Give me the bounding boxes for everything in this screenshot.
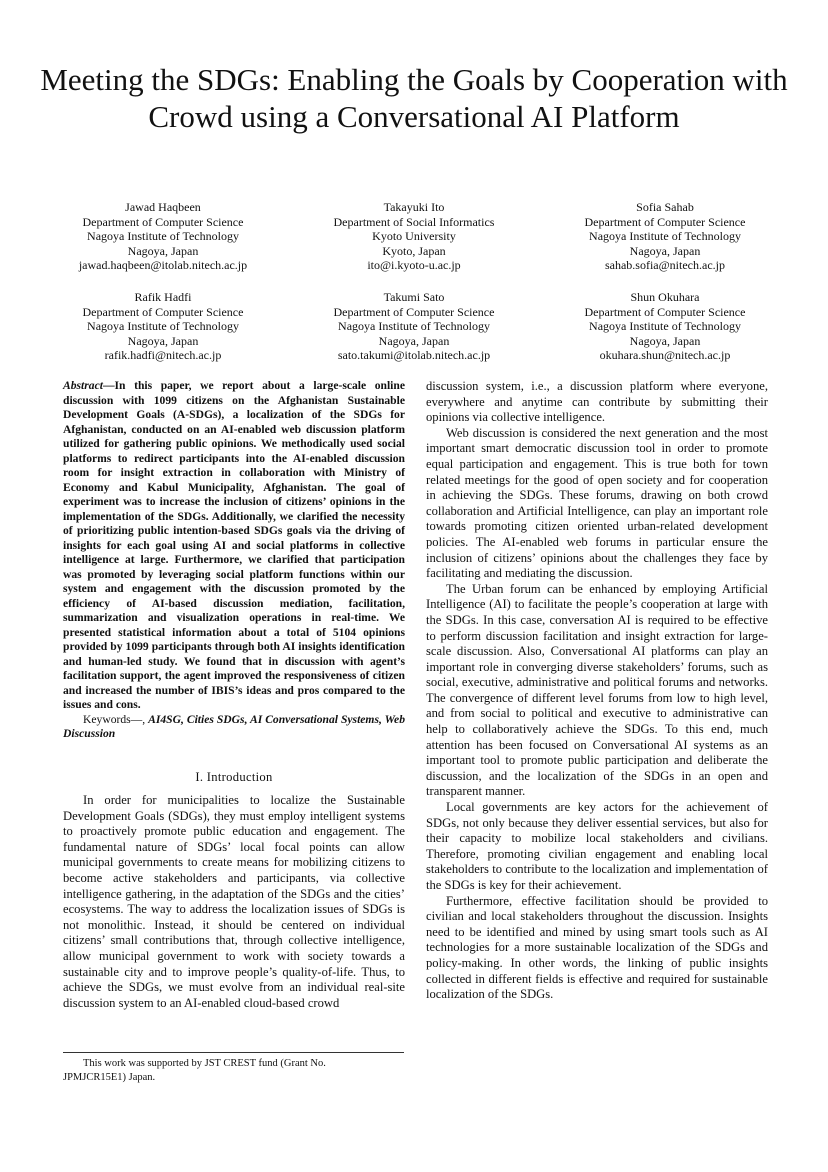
author-institution: Nagoya Institute of Technology — [87, 319, 239, 334]
author-institution: Nagoya Institute of Technology — [87, 229, 239, 244]
author-block — [43, 200, 283, 273]
author-email: okuhara.shun@nitech.ac.jp — [599, 348, 731, 363]
paper-title: Meeting the SDGs: Enabling the Goals by Cooperation with Crowd using a Conversational AI Platform — [40, 61, 788, 134]
author-institution: Nagoya Institute of Technology — [589, 229, 741, 244]
author-department: Department of Computer Science — [82, 214, 244, 229]
author-name: Takayuki Ito — [383, 200, 445, 214]
author-email: sato.takumi@itolab.nitech.ac.jp — [337, 348, 491, 363]
author-name: Takumi Sato — [383, 290, 445, 304]
keywords-lead: Keywords—, — [83, 712, 146, 726]
author-location: Nagoya, Japan — [127, 333, 199, 348]
author-name: Rafik Hadfi — [134, 290, 192, 304]
keywords — [63, 713, 405, 742]
keywords-text: AI4SG, Cities SDGs, AI Conversational Systems, Web Discussion — [63, 712, 405, 740]
author-email: sahab.sofia@nitech.ac.jp — [604, 258, 725, 273]
author-location: Nagoya, Japan — [378, 333, 450, 348]
abstract-text: —In this paper, we report about a large-scale online discussion with 1099 citizens on the Afghanistan Sustainable Development Goals (A-SDGs), a localization of the SDGs for Afghanistan, conducted on an AI-enabled web discussion platform utilized for gathering public opinions. We methodically used social platforms to redirect participants into the AI-enabled discussion room for insight extraction in collaboration with Ministry of Economy and Kabul Municipality, Afghanistan. The goal of experiment was to increase the inclusion of citizens’ opinions in the implementation of the SDGs. Additionally, we clarified the necessity of prioritizing public intention-based SDGs goals via the driving of insights for each goal using AI and social platforms in collective intelligence at large. Furthermore, we clarified that participation was promoted by leveraging social platform functions within our system and engagement with the discussion promoted by the efficiency of AI-based discussion mediation, facilitation, summarization and visualization operations in real-time. We presented statistical information about a total of 5104 opinions provided by 1099 participants through both AI insights identification and human-led study. We found that in discussion with agent’s facilitation support, the agent improved the responsiveness of citizen and increased the number of IBIS’s ideas and pros compared to the issues and cons. — [63, 379, 405, 711]
author-institution: Nagoya Institute of Technology — [338, 319, 490, 334]
author-name: Shun Okuhara — [630, 290, 700, 304]
author-institution: Kyoto University — [372, 229, 456, 244]
author-email: rafik.hadfi@nitech.ac.jp — [104, 348, 222, 363]
author-email: ito@i.kyoto-u.ac.jp — [367, 258, 461, 273]
body-paragraph: discussion system, i.e., a discussion platform where everyone, everywhere and anytime can contribute by submitting their opinions via collective intelligence. — [426, 379, 768, 425]
author-block — [294, 200, 534, 273]
author-block — [545, 290, 785, 363]
body-paragraph: Local governments are key actors for the achievement of SDGs, not only because they deliver essential services, but also for their capacity to mobilize local stakeholders and civilians. Therefore, promoting civilian engagement and enabling local stakeholders to contribute to the localization and implementation of the SDGs is key for their achievement. — [426, 800, 768, 892]
body-paragraph: Web discussion is considered the next generation and the most important smart democratic discussion tool in order to promote equal participation and engagement. This is true both for town related meetings for the good of open society and for cooperation in achieving the SDGs. These forums, drawing on both crowd collaboration and Artificial Intelligence, can play an important role towards promoting citizen oriented urban-related development policies. The AI-enabled web forums in particular ensure the inclusion of citizens’ opinions about the challenges they face by facilitating and mediating the discussion. — [426, 425, 768, 581]
author-email: jawad.haqbeen@itolab.nitech.ac.jp — [78, 258, 248, 273]
author-block — [545, 200, 785, 273]
author-name: Jawad Haqbeen — [125, 200, 201, 214]
footnote-line: This work was supported by JST CREST fund (Grant No. — [83, 1058, 326, 1069]
author-department: Department of Computer Science — [82, 304, 244, 319]
footnote-line: JPMJCR15E1) Japan. — [63, 1071, 156, 1083]
right-column — [426, 379, 768, 1003]
author-department: Department of Computer Science — [333, 304, 495, 319]
author-department: Department of Computer Science — [584, 304, 746, 319]
author-name: Sofia Sahab — [636, 200, 694, 214]
author-location: Nagoya, Japan — [127, 243, 199, 258]
author-institution: Nagoya Institute of Technology — [589, 319, 741, 334]
footnote-divider — [63, 1052, 404, 1053]
abstract — [63, 379, 405, 713]
author-block — [43, 290, 283, 363]
author-block — [294, 290, 534, 363]
left-column — [63, 379, 405, 1011]
body-paragraph: Furthermore, effective facilitation should be provided to civilian and local stakeholders throughout the discussion. Insights need to be identified and mined by using smart tools such as AI technologies for a more sustainable localization of the SDGs and policy-making. In other words, the linking of public insights collected in different fields is effective and required for sustainable localization of the SDGs. — [426, 893, 768, 1002]
author-location: Nagoya, Japan — [629, 333, 701, 348]
body-paragraph: The Urban forum can be enhanced by employing Artificial Intelligence (AI) to facilitate the people’s cooperation at large with the SDGs. In this case, conversation AI is required to be effective to perform discussion facilitation and insight extraction for large-scale discussion. Also, Conversational AI platforms can play an important role in converging diverse stakeholders’ forums, such as social, executive, administrative and political forums and networks. The convergence of different level forums from low to high level, and from social to political and executive to administrative can help to collaboratively achieve the SDGs. To this end, much attention has been focused on Conversational AI systems as an important tool to promote public participation and deliberate the discussion, and the localization of the SDGs in an open and transparent manner. — [426, 581, 768, 799]
section-heading: I. Introduction — [195, 769, 273, 784]
author-location: Kyoto, Japan — [382, 243, 446, 258]
author-department: Department of Social Informatics — [333, 214, 495, 229]
footnote — [63, 1057, 393, 1084]
author-department: Department of Computer Science — [584, 214, 746, 229]
body-paragraph: In order for municipalities to localize the Sustainable Development Goals (SDGs), they must employ intelligent systems to proactively promote public education and engagement. The fundamental nature of SDGs’ local focal points can allow municipal governments to create means for mobilizing citizens to become active stakeholders and participants, via collective intelligence gathering, in the adaptation of the SDGs and the cities’ ecosystems. The way to address the localization issues of SDGs is not monolithic. Instead, it should be centered on individual citizens’ small contributions that, through collective intelligence, allow municipal government to work with society towards a sustainable city and to improve people’s quality-of-life. Thus, to achieve the SDGs, we must evolve from an individual real-site discussion system to an AI-enabled cloud-based crowd — [63, 793, 405, 1010]
author-location: Nagoya, Japan — [629, 243, 701, 258]
abstract-lead: Abstract — [63, 379, 103, 392]
